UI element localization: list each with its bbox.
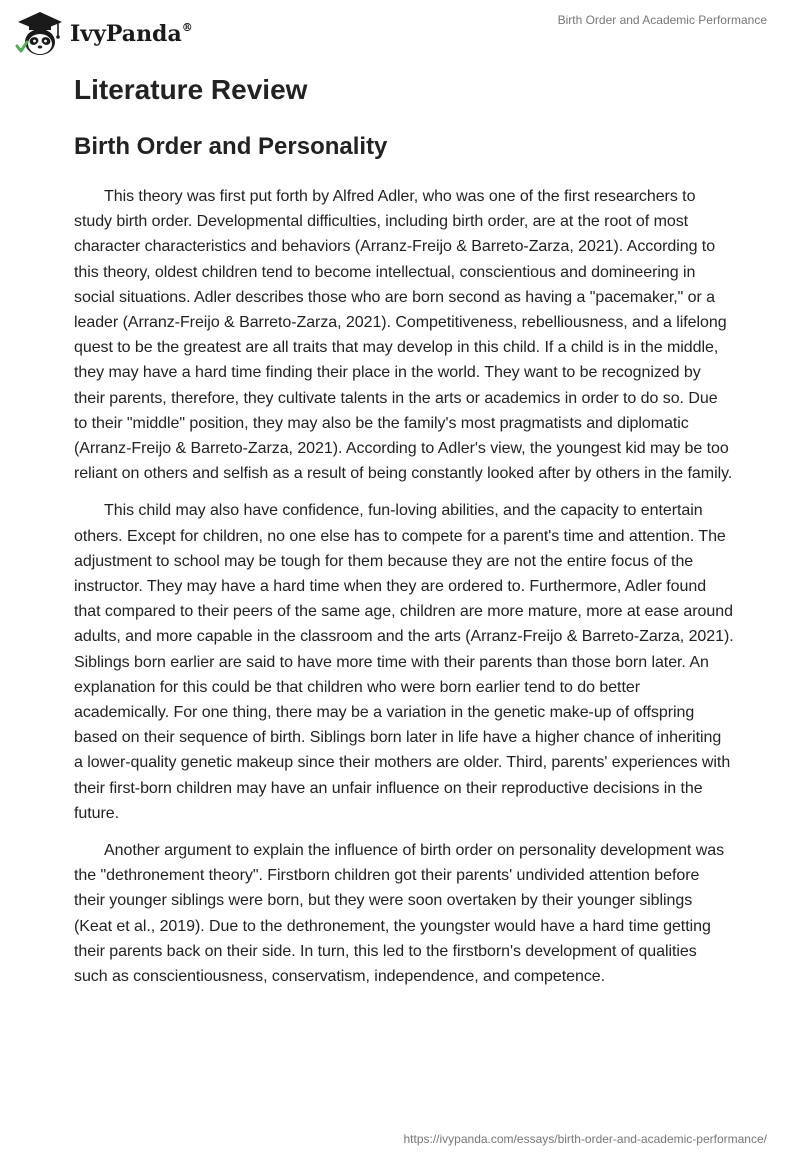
paragraph-list	[74, 184, 734, 989]
brand-name: IvyPanda®	[70, 20, 193, 47]
paragraph: This theory was first put forth by Alfred Adler, who was one of the first researchers to study birth order. Developmental difficulties, including birth order, are at the root of most character characteristics and behaviors (Arranz-Freijo & Barreto-Zarza, 2021). According to this theory, oldest children tend to become intellectual, conscientious and domineering in social situations. Adler describes those who are born second as having a "pacemaker," or a leader (Arranz-Freijo & Barreto-Zarza, 2021). Competitiveness, rebelliousness, and a lifelong quest to be the greatest are all traits that may develop in this child. If a child is in the middle, they may have a hard time finding their place in the world. They want to be recognized by their parents, therefore, they cultivate talents in the arts or academics in order to do so. Due to their "middle" position, they may also be the family's most pragmatists and diplomatic (Arranz-Freijo & Barreto-Zarza, 2021). According to Adler's view, the youngest kid may be too reliant on others and selfish as a result of being constantly looked after by others in the family.	[74, 188, 733, 483]
section-heading: Literature Review	[74, 74, 308, 105]
page-header	[0, 0, 800, 62]
paragraph: Another argument to explain the influence of birth order on personality development was the "dethronement theory". Firstborn children got their parents' undivided attention before their younger siblings were born, but they were soon overtaken by their younger siblings (Keat et al., 2019). Due to the dethronement, the youngster would have a hard time getting their parents back on their side. In turn, this led to the firstborn's development of qualities such as conscientiousness, conservatism, independence, and competence.	[74, 842, 725, 986]
running-title: Birth Order and Academic Performance	[557, 13, 767, 27]
paragraph: This child may also have confidence, fun-loving abilities, and the capacity to entertain others. Except for children, no one else has to compete for a parent's time and attention. The adjustment to school may be tough for them because they are not the entire focus of the instructor. They may have a hard time when they are ordered to. Furthermore, Adler found that compared to their peers of the same age, children are more mature, more at ease around adults, and more capable in the classroom and the arts (Arranz-Freijo & Barreto-Zarza, 2021). Siblings born earlier are said to have more time with their parents than those born later. An explanation for this could be that children who were born earlier tend to do better academically. For one thing, there may be a variation in the genetic make-up of offspring based on their sequence of birth. Siblings born later in life have a higher chance of inheriting a lower-quality genetic makeup since their mothers are older. Third, parents' experiences with their first-born children may have an unfair influence on their reproductive decisions in the future.	[74, 502, 734, 822]
brand-logo[interactable]	[14, 8, 193, 58]
source-url[interactable]: https://ivypanda.com/essays/birth-order-and-academic-performance/	[403, 1132, 767, 1146]
document-body	[74, 70, 734, 1001]
subsection-heading: Birth Order and Personality	[74, 133, 388, 160]
panda-graduation-cap-icon	[14, 8, 66, 58]
